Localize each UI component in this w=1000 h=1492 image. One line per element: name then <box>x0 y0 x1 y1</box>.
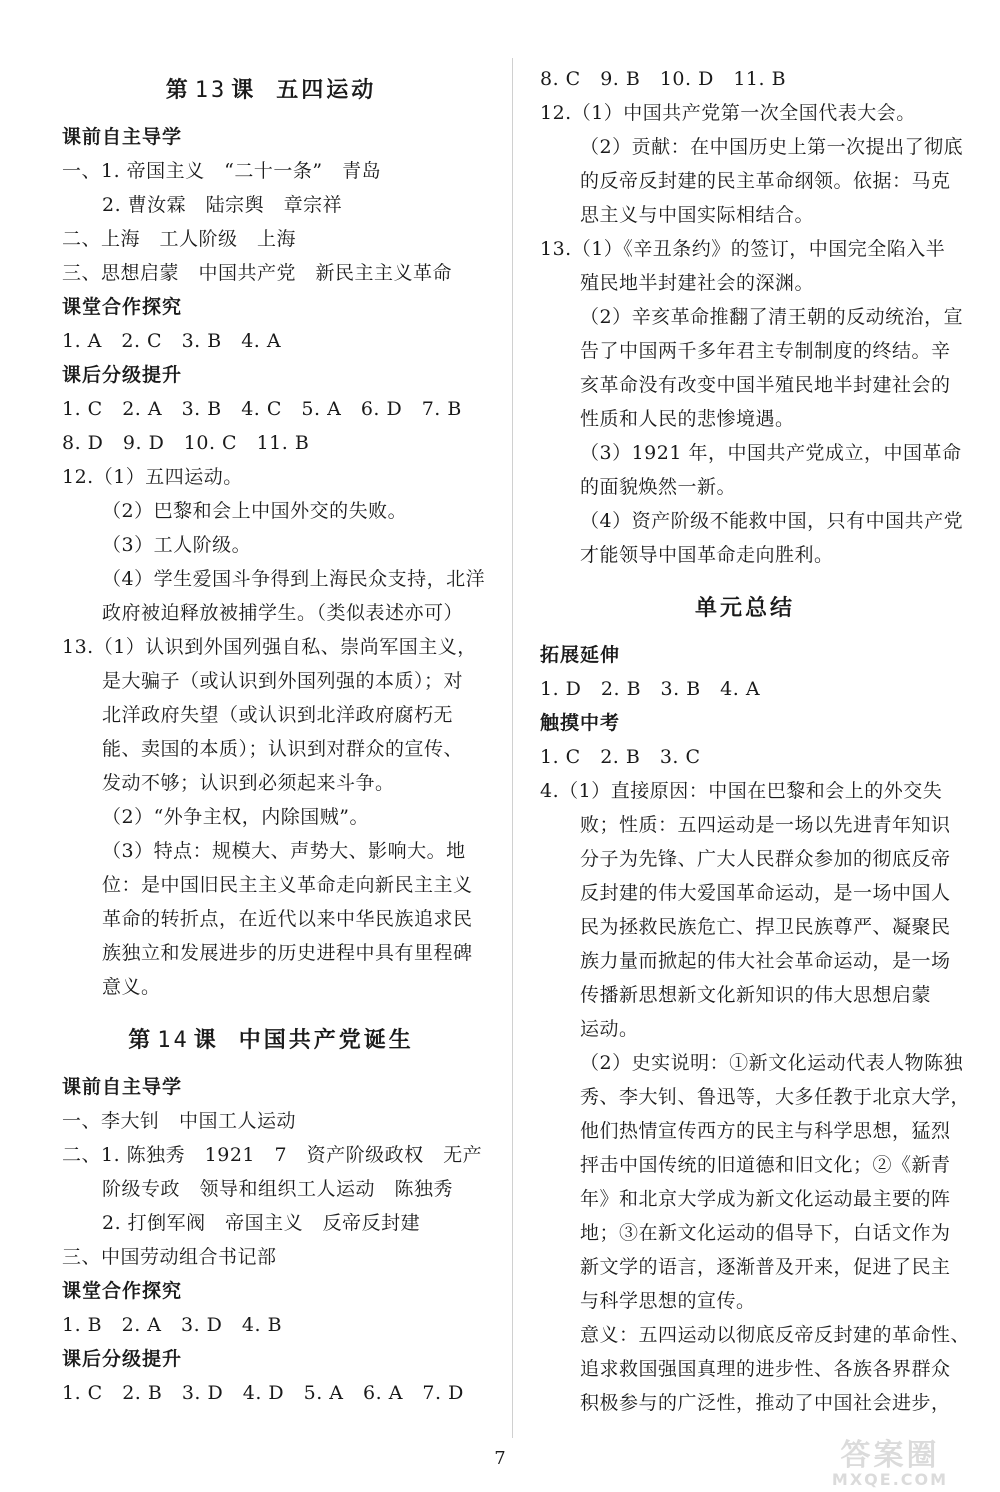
answer-line: （4）资产阶级不能救中国，只有中国共产党 <box>580 510 964 532</box>
answer-line: 是大骗子（或认识到外国列强的本质）；对 <box>102 670 464 692</box>
lesson-suffix: 课 <box>193 1028 219 1053</box>
answer-line: 分子为先锋、广大人民群众参加的彻底反帝 <box>580 848 951 870</box>
answer-line: 13.（1）认识到外国列强自私、崇尚军国主义， <box>62 636 477 658</box>
lesson-suffix: 课 <box>231 78 257 103</box>
answer-line: 能、卖国的本质）；认识到对群众的宣传、 <box>102 738 464 760</box>
answer-line: 一、李大钊 中国工人运动 <box>62 1110 297 1132</box>
answer-line: 北洋政府失望（或认识到北洋政府腐朽无 <box>102 704 454 726</box>
answer-line: （2）辛亥革命推翻了清王朝的反动统治，宣 <box>580 306 964 328</box>
answer-line: （4）学生爱国斗争得到上海民众支持，北洋 <box>102 568 486 590</box>
answer-line: （2）“外争主权，内除国贼”。 <box>102 806 370 828</box>
section-heading: 课堂合作探究 <box>62 1280 183 1302</box>
answer-line: 运动。 <box>580 1018 639 1040</box>
answer-line: 传播新思想新文化新知识的伟大思想启蒙 <box>580 984 932 1006</box>
answer-line: 1. B 2. A 3. D 4. B <box>62 1314 283 1336</box>
answer-line: 二、上海 工人阶级 上海 <box>62 228 297 250</box>
lesson-prefix: 第 <box>128 1028 154 1053</box>
answer-line: 的反帝反封建的民主革命纲领。依据：马克 <box>580 170 951 192</box>
answer-line: （3）特点：规模大、声势大、影响大。地 <box>102 840 466 862</box>
section-heading: 触摸中考 <box>540 712 621 734</box>
section-heading: 课后分级提升 <box>62 364 183 386</box>
answer-line: 三、思想启蒙 中国共产党 新民主主义革命 <box>62 262 453 284</box>
answer-line: 族力量而掀起的伟大社会革命运动，是一场 <box>580 950 951 972</box>
answer-line: 反封建的伟大爱国革命运动，是一场中国人 <box>580 882 951 904</box>
lesson-name: 中国共产党诞生 <box>238 1028 414 1053</box>
answer-line: 1. D 2. B 3. B 4. A <box>540 678 761 700</box>
lesson-number: 14 <box>157 1028 190 1053</box>
answer-line: （2）巴黎和会上中国外交的失败。 <box>102 500 408 522</box>
answer-line: 新文学的语言，逐渐普及开来，促进了民主 <box>580 1256 951 1278</box>
answer-line: （2）贡献：在中国历史上第一次提出了彻底 <box>580 136 964 158</box>
answer-line: 阶级专政 领导和组织工人运动 陈独秀 <box>102 1178 454 1200</box>
answer-line: 8. C 9. B 10. D 11. B <box>540 68 787 90</box>
answer-line: 秀、李大钊、鲁迅等，大多任教于北京大学， <box>580 1086 971 1108</box>
answer-line: 三、中国劳动组合书记部 <box>62 1246 277 1268</box>
watermark-text: 答案圈 <box>840 1438 940 1473</box>
answer-line: 追求救国强国真理的进步性、各族各界群众 <box>580 1358 951 1380</box>
lesson-name: 五四运动 <box>276 78 377 103</box>
answer-line: 族独立和发展进步的历史进程中具有里程碑 <box>102 942 473 964</box>
section-heading: 课堂合作探究 <box>62 296 183 318</box>
answer-line: 败；性质：五四运动是一场以先进青年知识 <box>580 814 951 836</box>
answer-line: 才能领导中国革命走向胜利。 <box>580 544 834 566</box>
section-heading: 课前自主导学 <box>62 126 183 148</box>
answer-line: 1. C 2. B 3. D 4. D 5. A 6. A 7. D <box>62 1382 464 1404</box>
answer-line: 1. C 2. A 3. B 4. C 5. A 6. D 7. B <box>62 398 462 420</box>
answer-line: （3）1921 年，中国共产党成立，中国革命 <box>580 442 962 464</box>
answer-line: 一、1. 帝国主义 “二十一条” 青岛 <box>62 160 382 182</box>
answer-line: 13.（1）《辛丑条约》的签订，中国完全陷入半 <box>540 238 946 260</box>
section-heading: 课前自主导学 <box>62 1076 183 1098</box>
answer-line: 告了中国两千多年君主专制制度的终结。辛 <box>580 340 951 362</box>
right-column <box>540 62 971 1420</box>
lesson-number: 13 <box>194 78 228 103</box>
answer-line: 2. 打倒军阀 帝国主义 反帝反封建 <box>102 1212 421 1234</box>
answer-line: 12.（1）中国共产党第一次全国代表大会。 <box>540 102 916 124</box>
answer-line: 殖民地半封建社会的深渊。 <box>580 272 815 294</box>
answer-line: 1. A 2. C 3. B 4. A <box>62 330 282 352</box>
section-heading: 课后分级提升 <box>62 1348 183 1370</box>
answer-line: 4.（1）直接原因：中国在巴黎和会上的外交失 <box>540 780 943 802</box>
page-number: 7 <box>494 1448 506 1469</box>
answer-line: 抨击中国传统的旧道德和旧文化；②《新青 <box>580 1154 951 1176</box>
lesson-prefix: 第 <box>165 78 191 103</box>
answer-line: 8. D 9. D 10. C 11. B <box>62 432 310 454</box>
answer-line: 12.（1）五四运动。 <box>62 466 243 488</box>
watermark-logo <box>800 1430 980 1489</box>
answer-line: 发动不够；认识到必须起来斗争。 <box>102 772 395 794</box>
unit-summary-title: 单元总结 <box>694 596 795 621</box>
answer-line: 积极参与的广泛性，推动了中国社会进步， <box>580 1392 951 1414</box>
left-column <box>62 62 486 1410</box>
answer-line: 革命的转折点，在近代以来中华民族追求民 <box>102 908 473 930</box>
answer-line: 思主义与中国实际相结合。 <box>580 204 815 226</box>
answer-line: 民为拯救民族危亡、捍卫民族尊严、凝聚民 <box>580 916 951 938</box>
answer-line: 1. C 2. B 3. C <box>540 746 701 768</box>
answer-line: 的面貌焕然一新。 <box>580 476 737 498</box>
answer-line: 二、1. 陈独秀 1921 7 资产阶级政权 无产 <box>62 1144 483 1166</box>
answer-line: 政府被迫释放被捕学生。（类似表述亦可） <box>102 602 464 624</box>
lesson-14-title <box>62 1012 480 1070</box>
answer-line: 地；③在新文化运动的倡导下，白话文作为 <box>580 1222 951 1244</box>
column-divider <box>512 58 513 1438</box>
watermark-url: MXQE.COM <box>831 1470 949 1489</box>
answer-line: 意义。 <box>102 976 161 998</box>
answer-line: 位：是中国旧民主主义革命走向新民主主义 <box>102 874 473 896</box>
answer-line: 与科学思想的宣传。 <box>580 1290 756 1312</box>
answer-line: 意义：五四运动以彻底反帝反封建的革命性、 <box>580 1324 971 1346</box>
answer-line: 亥革命没有改变中国半殖民地半封建社会的 <box>580 374 951 396</box>
answer-line: （3）工人阶级。 <box>102 534 252 556</box>
answer-line: 年》和北京大学成为新文化运动最主要的阵 <box>580 1188 951 1210</box>
answer-line: （2）史实说明：①新文化运动代表人物陈独 <box>580 1052 964 1074</box>
answer-line: 2. 曹汝霖 陆宗舆 章宗祥 <box>102 194 343 216</box>
section-heading: 拓展延伸 <box>540 644 621 666</box>
answer-line: 性质和人民的悲惨境遇。 <box>580 408 795 430</box>
lesson-13-title <box>62 62 480 120</box>
answer-line: 他们热情宣传西方的民主与科学思想，猛烈 <box>580 1120 951 1142</box>
